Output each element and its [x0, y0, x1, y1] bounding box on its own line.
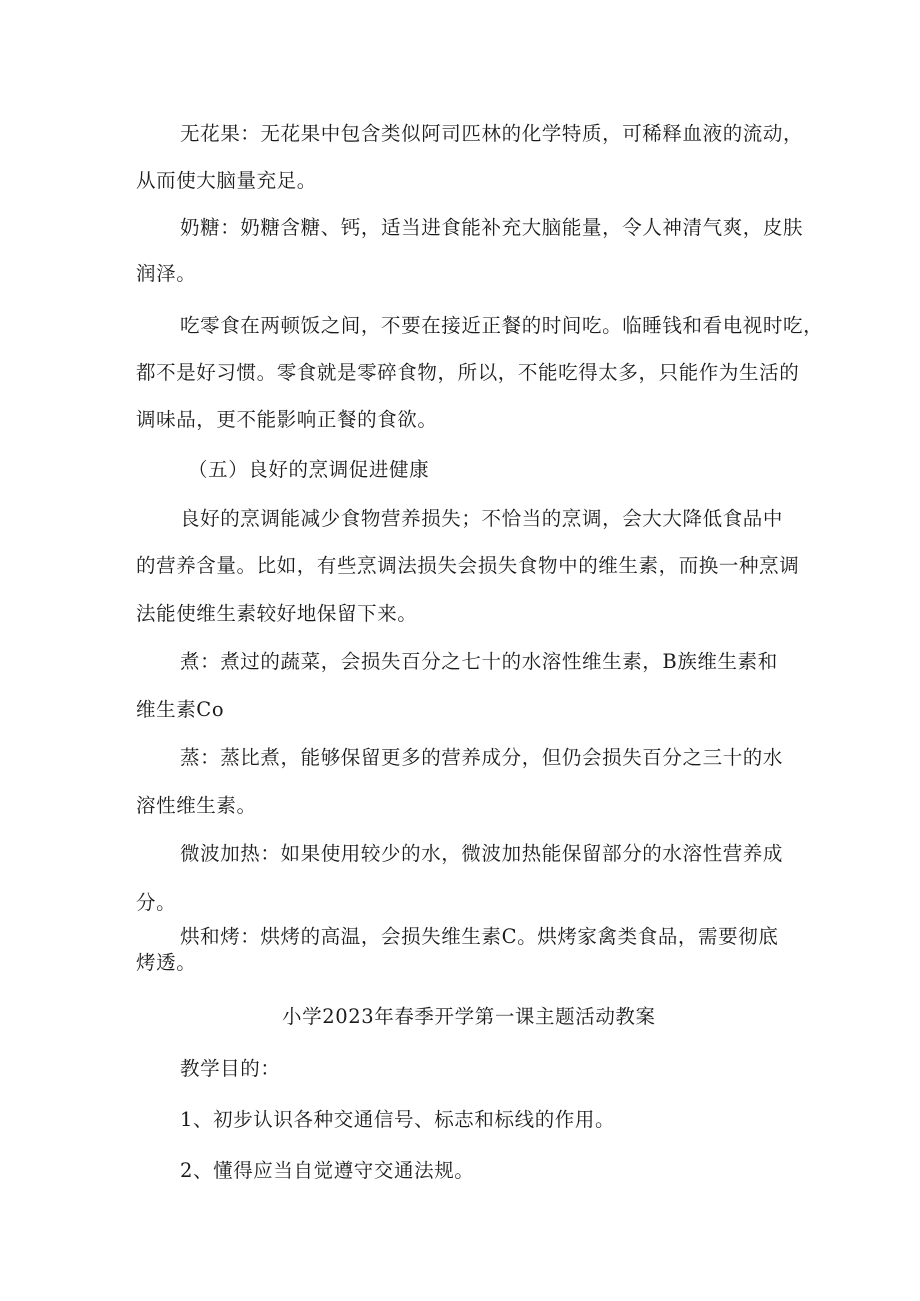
paragraph-bake-line-2: 烤透。 — [136, 951, 197, 974]
paragraph-fig-line-2: 从而使大脑量充足。 — [136, 169, 317, 192]
paragraph-snack-line-1: 吃零食在两顿饭之间，不要在接近正餐的时间吃。临睡钱和看电视时吃， — [180, 314, 824, 337]
teaching-goal-item-2: 2、懂得应当自觉遵守交通法规。 — [180, 1159, 475, 1182]
paragraph-boil-line-2: 维生素Co — [136, 698, 225, 721]
paragraph-cooking-line-3: 法能使维生素较好地保留下来。 — [136, 602, 418, 625]
teaching-goals-heading: 教学目的： — [180, 1057, 281, 1080]
document-title: 小学2023年春季开学第一课主题活动教案 — [282, 1005, 656, 1028]
paragraph-steam-line-1: 蒸：蒸比煮，能够保留更多的营养成分，但仍会损失百分之三十的水 — [180, 746, 784, 769]
paragraph-cooking-line-2: 的营养含量。比如，有些烹调法损失会损失食物中的维生素，而换一种烹调 — [136, 554, 800, 577]
paragraph-steam-line-2: 溶性维生素。 — [136, 794, 257, 817]
paragraph-microwave-line-2: 分。 — [136, 891, 177, 914]
paragraph-boil-line-1: 煮：煮过的蔬菜，会损失百分之七十的水溶性维生素，B族维生素和 — [180, 650, 778, 673]
paragraph-fig-line-1: 无花果：无花果中包含类似阿司匹林的化学特质，可稀释血液的流动， — [180, 122, 804, 145]
teaching-goal-item-1: 1、初步认识各种交通信号、标志和标线的作用。 — [180, 1108, 616, 1131]
paragraph-bake-line-1: 烘和烤：烘烤的高温，会损失维生素C。烘烤家禽类食品，需要彻底 — [180, 925, 779, 948]
paragraph-cooking-line-1: 良好的烹调能减少食物营养损失；不恰当的烹调，会大大降低食品中 — [180, 507, 784, 530]
paragraph-toffee-line-2: 润泽。 — [136, 262, 197, 285]
paragraph-snack-line-2: 都不是好习惯。零食就是零碎食物，所以，不能吃得太多，只能作为生活的 — [136, 361, 800, 384]
paragraph-toffee-line-1: 奶糖：奶糖含糖、钙，适当进食能补充大脑能量，令人神清气爽，皮肤 — [180, 216, 804, 239]
section-heading-cooking: （五）良好的烹调促进健康 — [188, 458, 430, 481]
paragraph-microwave-line-1: 微波加热：如果使用较少的水，微波加热能保留部分的水溶性营养成 — [180, 842, 784, 865]
paragraph-snack-line-3: 调味品，更不能影响正餐的食欲。 — [136, 408, 438, 431]
